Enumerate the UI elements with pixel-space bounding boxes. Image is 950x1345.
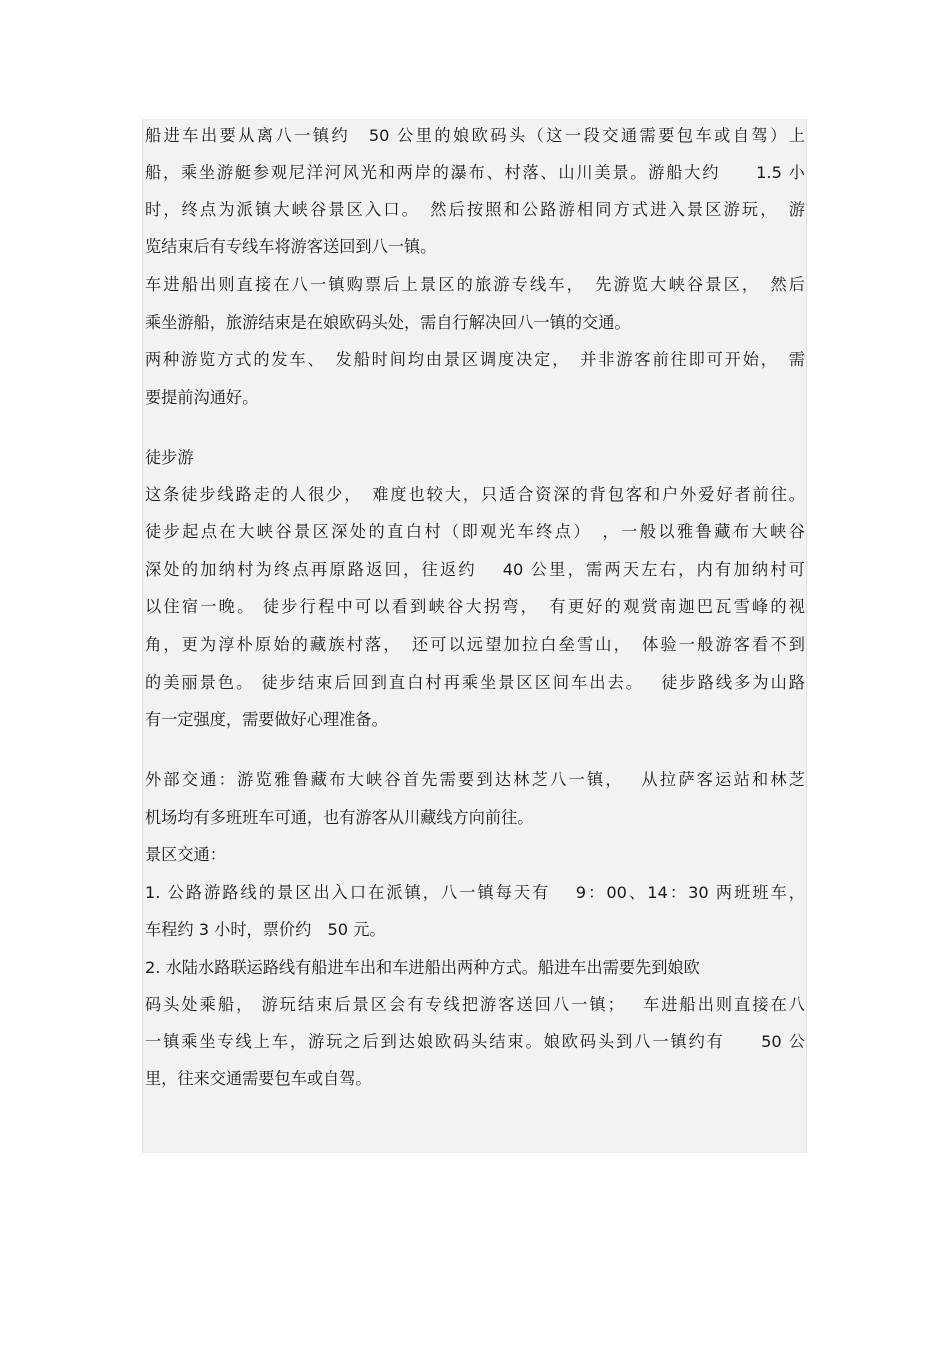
text-line: 乘坐游船，旅游结束是在娘欧码头处，需自行解决回八一镇的交通。 (145, 313, 631, 332)
text-line: 一镇乘坐专线上车，游玩之后到达娘欧码头结束。娘欧码头到八一镇约有 50 公 (145, 1032, 805, 1051)
text-line: 览结束后有专线车将游客送回到八一镇。 (145, 237, 437, 256)
text-line: 以住宿一晚。 徒步行程中可以看到峡谷大拐弯， 有更好的观赏南迦巴瓦雪峰的视 (145, 597, 805, 616)
text-line: 这条徒步线路走的人很少， 难度也较大，只适合资深的背包客和户外爱好者前往。 (145, 485, 805, 504)
text-line: 码头处乘船， 游玩结束后景区会有专线把游客送回八一镇； 车进船出则直接在八 (145, 995, 805, 1014)
text-line: 深处的加纳村为终点再原路返回，往返约 40 公里，需两天左右，内有加纳村可 (145, 560, 805, 579)
text-line: 两种游览方式的发车、 发船时间均由景区调度决定， 并非游客前往即可开始， 需 (145, 350, 805, 369)
text-line: 船，乘坐游艇参观尼洋河风光和两岸的瀑布、村落、山川美景。游船大约 1.5 小 (145, 163, 805, 182)
text-line: 角，更为淳朴原始的藏族村落， 还可以远望加拉白垒雪山， 体验一般游客看不到 (145, 635, 805, 654)
list-item: 2. 水陆水路联运路线有船进车出和车进船出两种方式。船进车出需要先到娘欧 (145, 958, 700, 977)
text-line: 有一定强度，需要做好心理准备。 (145, 710, 388, 729)
text-line: 要提前沟通好。 (145, 388, 259, 407)
text-line: 机场均有多班班车可通，也有游客从川藏线方向前往。 (145, 808, 534, 827)
list-item: 1. 公路游路线的景区出入口在派镇，八一镇每天有 9：00、14：30 两班班车， (145, 883, 805, 902)
text-line: 外部交通：游览雅鲁藏布大峡谷首先需要到达林芝八一镇， 从拉萨客运站和林芝 (145, 770, 805, 789)
section-heading: 景区交通： (145, 845, 226, 864)
text-line: 的美丽景色。 徒步结束后回到直白村再乘坐景区区间车出去。 徒步路线多为山路 (145, 673, 805, 692)
section-heading: 徒步游 (145, 448, 194, 467)
text-line: 时，终点为派镇大峡谷景区入口。 然后按照和公路游相同方式进入景区游玩， 游 (145, 200, 805, 219)
text-line: 车进船出则直接在八一镇购票后上景区的旅游专线车， 先游览大峡谷景区， 然后 (145, 275, 805, 294)
text-line: 车程约 3 小时，票价约 50 元。 (145, 920, 386, 939)
text-line: 徒步起点在大峡谷景区深处的直白村（即观光车终点） ，一般以雅鲁藏布大峡谷 (145, 522, 805, 541)
text-line: 里，往来交通需要包车或自驾。 (145, 1069, 372, 1088)
text-line: 船进车出要从离八一镇约 50 公里的娘欧码头（这一段交通需要包车或自驾）上 (145, 126, 805, 145)
